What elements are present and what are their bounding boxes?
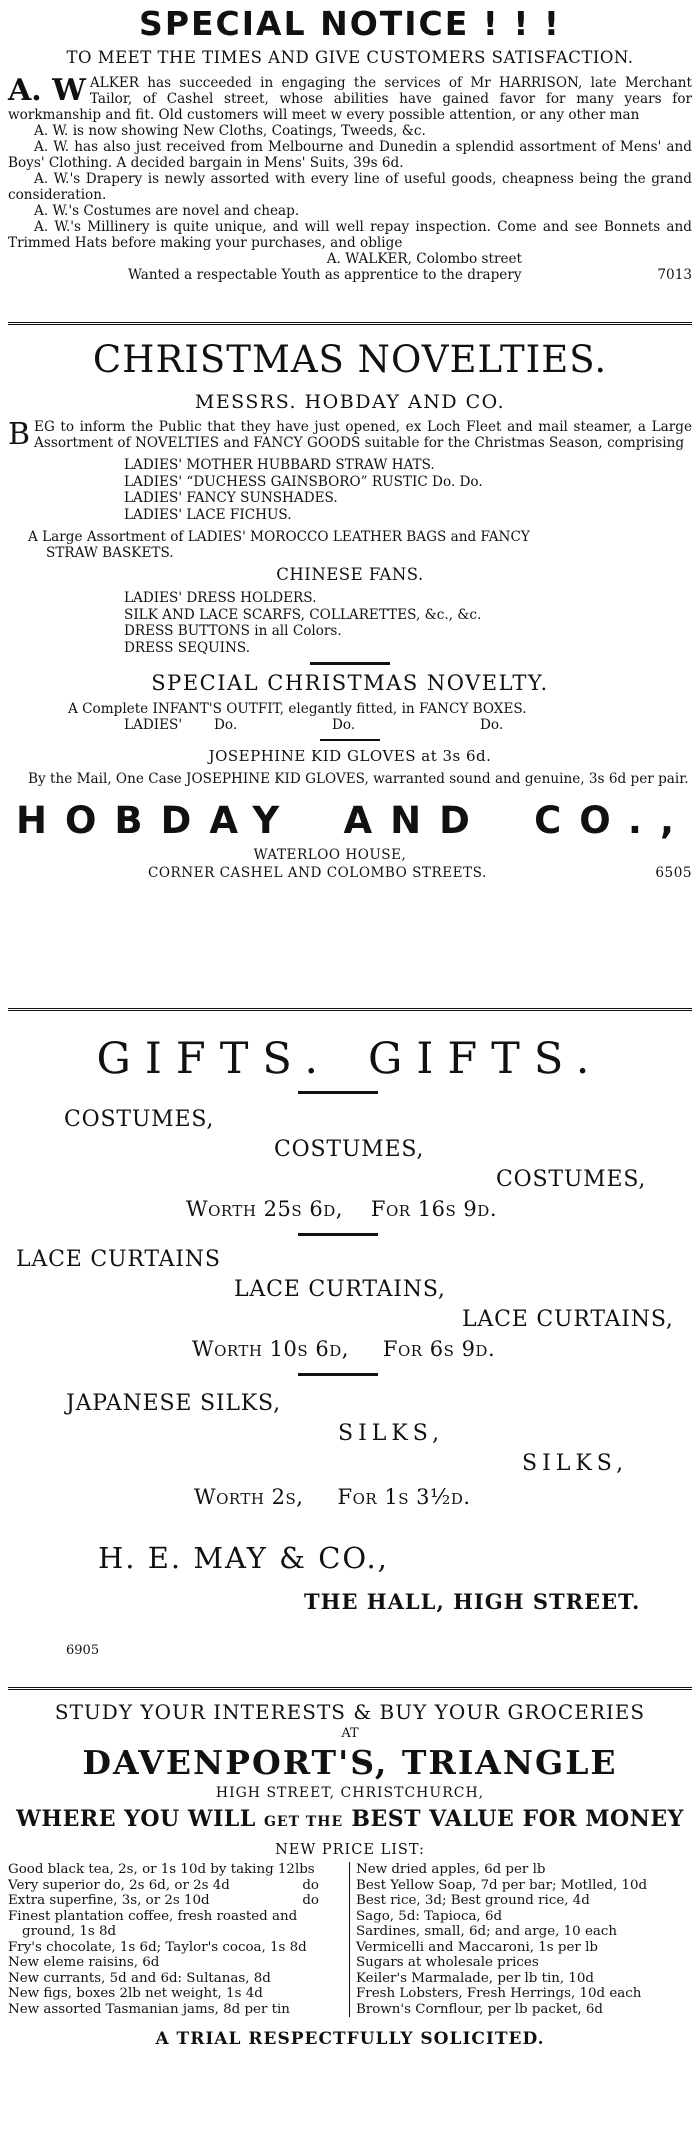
list-item: Brown's Cornflour, per lb packet, 6d	[356, 2001, 603, 2017]
curtains-line-2: LACE CURTAINS,	[234, 1277, 446, 1302]
list-item: New assorted Tasmanian jams, 8d per tin	[8, 2001, 290, 2017]
hobday-address: WATERLOO HOUSE, CORNER CASHEL AND COLOMBO STREETS. 6505	[148, 847, 692, 881]
silks-line-1: JAPANESE SILKS,	[66, 1391, 281, 1416]
list-item: Sago, 5d: Tapioca, 6d	[356, 1908, 503, 1924]
list-item: DRESS BUTTONS in all Colors.	[124, 623, 342, 639]
may-ref-number: 6905	[66, 1643, 100, 1658]
christmas-novelties-headline: CHRISTMAS NOVELTIES.	[92, 338, 608, 381]
hobday-bags-line: A Large Assortment of LADIES' MOROCCO LEATHER BAGS and FANCY STRAW BASKETS.	[28, 529, 530, 561]
price-list	[8, 1862, 692, 2017]
may-address: THE HALL, HIGH STREET.	[304, 1589, 641, 1614]
josephine-gloves-heading: JOSEPHINE KID GLOVES at 3s 6d.	[208, 747, 492, 765]
walker-ref-number: 7013	[657, 267, 692, 283]
special-christmas-novelty: SPECIAL CHRISTMAS NOVELTY.	[151, 671, 549, 695]
list-item: Good black tea, 2s, or 1s 10d by taking 12lbs	[8, 1862, 315, 1877]
hobday-firm-name: HOBDAY AND CO.,	[16, 799, 692, 842]
davenport-groceries-ad	[8, 1690, 692, 2148]
hobday-fans: CHINESE FANS.	[276, 565, 424, 584]
list-item: Sardines, small, 6d; and arge, 10 each	[356, 1924, 617, 1939]
list-item: LADIES' FANCY SUNSHADES.	[124, 490, 338, 506]
price-list-left-column	[8, 1862, 350, 2017]
walker-special-notice-ad	[8, 0, 692, 322]
section-rule	[298, 1233, 378, 1236]
davenport-name: DAVENPORT'S, TRIANGLE	[82, 1743, 618, 1782]
curtains-price: Worth 10s 6d, For 6s 9d.	[192, 1337, 496, 1361]
infant-outfit-lines: A Complete INFANT'S OUTFIT, elegantly fitted, in FANCY BOXES. LADIES' Do. Do. Do.	[68, 701, 527, 733]
list-item: New currants, 5d and 6d: Sultanas, 8d	[8, 1970, 271, 1986]
list-item: Sugars at wholesale prices	[356, 1955, 539, 1970]
list-item: SILK AND LACE SCARFS, COLLARETTES, &c., &c.	[124, 606, 482, 623]
study-interests-headline: STUDY YOUR INTERESTS & BUY YOUR GROCERIES	[54, 1700, 646, 1724]
list-item: Keiler's Marmalade, per lb tin, 10d	[356, 1970, 594, 1986]
best-value-line: WHERE YOU WILL GET THE BEST VALUE FOR MONEY	[16, 1806, 684, 1832]
list-item: New figs, boxes 2lb net weight, 1s 4d	[8, 1986, 263, 2001]
special-notice-subhead: TO MEET THE TIMES AND GIVE CUSTOMERS SATISFACTION.	[66, 48, 634, 67]
list-item: Finest plantation coffee, fresh roasted and ground, 1s 8d	[8, 1908, 298, 1939]
hobday-intro: BEG to inform the Public that they have just opened, ex Loch Fleet and mail steamer, a Large Assortment of NOVELTIES and FANCY GOODS suitable for the Christmas Season, comprising	[8, 417, 692, 452]
drop-cap: B	[8, 417, 31, 452]
list-item: Very superior do, 2s 6d, or 2s 4d do	[8, 1877, 319, 1893]
drop-cap: A. W	[8, 73, 86, 108]
list-item: Fresh Lobsters, Fresh Herrings, 10d each	[356, 1986, 642, 2001]
silks-line-3: SILKS,	[522, 1451, 629, 1476]
list-item: LADIES' DRESS HOLDERS.	[124, 590, 317, 606]
list-item: Fry's chocolate, 1s 6d; Taylor's cocoa, 1s 8d	[8, 1939, 307, 1955]
list-item: LADIES' “DUCHESS GAINSBORO” RUSTIC Do. Do.	[124, 473, 483, 490]
list-item: New dried apples, 6d per lb	[356, 1862, 546, 1877]
hobday-christmas-novelties-ad	[8, 325, 692, 1008]
hobday-messrs-line: MESSRS. HOBDAY AND CO.	[194, 391, 506, 413]
silks-line-2: SILKS,	[338, 1421, 445, 1446]
hobday-ref-number: 6505	[655, 865, 692, 881]
hobday-list-2	[8, 590, 692, 656]
list-item: Extra superfine, 3s, or 2s 10d do	[8, 1893, 319, 1908]
gloves-mail-text: By the Mail, One Case JOSEPHINE KID GLOVES, warranted sound and genuine, 3s 6d per pair.	[28, 771, 689, 787]
curtains-line-3: LACE CURTAINS,	[462, 1307, 674, 1332]
section-rule	[310, 662, 390, 665]
walker-paragraph-3: A. W. has also just received from Melbourne and Dunedin a splendid assortment of Mens' and Boys' Clothing. A decided bargain in Mens' Suits, 39s 6d.	[8, 139, 692, 171]
section-rule	[320, 739, 380, 741]
list-item: New eleme raisins, 6d	[8, 1955, 160, 1970]
section-rule	[298, 1373, 378, 1376]
list-item: LADIES' MOTHER HUBBARD STRAW HATS.	[124, 457, 435, 473]
costumes-price: Worth 25s 6d, For 16s 9d.	[186, 1197, 497, 1221]
gifts-headline: GIFTS. GIFTS.	[96, 1034, 604, 1084]
walker-wanted-line: Wanted a respectable Youth as apprentice to the drapery 7013	[128, 267, 692, 283]
list-item: Best Yellow Soap, 7d per bar; Motlled, 10d	[356, 1877, 648, 1893]
hobday-list-1	[8, 457, 692, 523]
at-line: AT	[341, 1726, 359, 1741]
special-notice-headline: SPECIAL NOTICE ! ! !	[139, 4, 561, 43]
may-gifts-ad	[8, 1011, 692, 1687]
silks-price: Worth 2s, For 1s 3½d.	[194, 1485, 471, 1509]
section-rule	[298, 1091, 378, 1094]
list-item: Best rice, 3d; Best ground rice, 4d	[356, 1893, 590, 1908]
price-list-heading: NEW PRICE LIST:	[275, 1842, 425, 1858]
walker-paragraph-4: A. W.'s Drapery is newly assorted with every line of useful goods, cheapness being the grand consideration.	[8, 171, 692, 203]
may-firm-name: H. E. MAY & CO.,	[98, 1541, 389, 1575]
walker-paragraph-6: A. W.'s Millinery is quite unique, and will well repay inspection. Come and see Bonnets and Trimmed Hats before making your purchases, and oblige	[8, 219, 692, 251]
list-item: Vermicelli and Maccaroni, 1s per lb	[356, 1939, 598, 1955]
walker-paragraph-1: A. W ALKER has succeeded in engaging the services of Mr HARRISON, late Merchant Tailor, of Cashel street, whose abilities have gained favor for many years for workmanship and fit. Old customers will meet w every possible attention, or any other man	[8, 73, 692, 123]
price-list-right-column	[350, 1862, 692, 2017]
costumes-line-1: COSTUMES,	[64, 1107, 215, 1132]
walker-paragraph-5: A. W.'s Costumes are novel and cheap.	[34, 203, 300, 219]
costumes-line-3: COSTUMES,	[496, 1167, 647, 1192]
trial-solicited-line: A TRIAL RESPECTFULLY SOLICITED.	[155, 2029, 545, 2049]
walker-paragraph-2: A. W. is now showing New Cloths, Coatings, Tweeds, &c.	[34, 123, 426, 139]
curtains-line-1: LACE CURTAINS	[16, 1247, 221, 1272]
costumes-line-2: COSTUMES,	[274, 1137, 425, 1162]
list-item: LADIES' LACE FICHUS.	[124, 506, 292, 523]
list-item: DRESS SEQUINS.	[124, 639, 251, 656]
walker-signature: A. WALKER, Colombo street	[326, 251, 522, 267]
davenport-street: HIGH STREET, CHRISTCHURCH,	[215, 1785, 485, 1801]
